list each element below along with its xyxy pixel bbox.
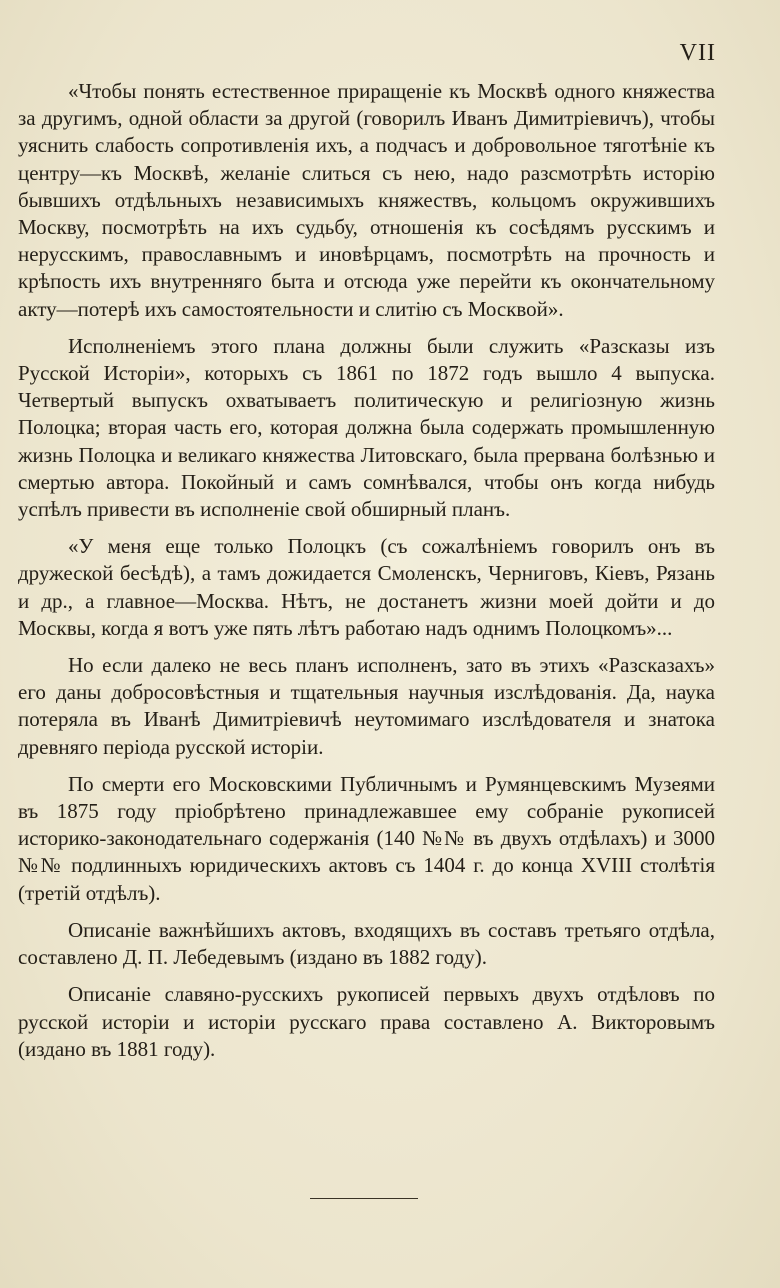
paragraph: Описаніе важнѣйшихъ актовъ, входящихъ въ составъ третьяго отдѣла, составлено Д. П. Лебедевымъ (издано въ 1882 году). [18, 917, 715, 970]
body-text [18, 78, 715, 1073]
paragraph: «Чтобы понять естественное приращеніе къ Москвѣ одного княжества за другимъ, одной области за другой (говорилъ Иванъ Димитріевичъ), чтобы уяснить слабость сопротивленія ихъ, а подчасъ и добровольное тяготѣніе къ центру—къ Москвѣ, желаніе слиться съ нею, надо разсмотрѣть исторію бывшихъ отдѣльныхъ независимыхъ княжествъ, кольцомъ окружившихъ Москву, посмотрѣть на ихъ судьбу, отношенія къ сосѣдямъ русскимъ и нерусскимъ, православнымъ и иновѣрцамъ, посмотрѣть на прочность и крѣпость ихъ внутренняго быта и отсюда уже перейти къ окончательному акту—потерѣ ихъ самостоятельности и слитію съ Москвой». [18, 79, 715, 321]
paragraph: Но если далеко не весь планъ исполненъ, зато въ этихъ «Разсказахъ» его даны добросовѣстныя и тщательныя научныя изслѣдованія. Да, наука потеряла въ Иванѣ Димитріевичѣ неутомимаго изслѣдователя и знатока древняго періода русской исторіи. [18, 653, 715, 759]
paragraph: Исполненіемъ этого плана должны были служить «Разсказы изъ Русской Исторіи», которыхъ съ 1861 по 1872 годъ вышло 4 выпуска. Четвертый выпускъ охватываетъ политическую и религіозную жизнь Полоцка; вторая часть его, которая должна была содержать промышленную жизнь Полоцка и великаго княжества Литовскаго, была прервана болѣзнью и смертью автора. Покойный и самъ сомнѣвался, чтобы онъ когда нибудь успѣлъ привести въ исполненіе свой обширный планъ. [18, 333, 715, 522]
page-number: VII [679, 40, 716, 66]
paragraph: По смерти его Московскими Публичнымъ и Румянцевскимъ Музеями въ 1875 году пріобрѣтено принадлежавшее ему собраніе рукописей историко-законодательнаго содержанія (140 №№ въ двухъ отдѣлахъ) и 3000 №№ подлинныхъ юридическихъ актовъ съ 1404 г. до конца XVIII столѣтія (третій отдѣлъ). [18, 771, 715, 905]
paragraph: Описаніе славяно-русскихъ рукописей первыхъ двухъ отдѣловъ по русской исторіи и исторіи русскаго права составлено А. Викторовымъ (издано въ 1881 году). [18, 982, 715, 1061]
section-divider-rule [310, 1198, 418, 1199]
paragraph: «У меня еще только Полоцкъ (съ сожалѣніемъ говорилъ онъ въ дружеской бесѣдѣ), а тамъ дожидается Смоленскъ, Черниговъ, Кіевъ, Рязань и др., а главное—Москва. Нѣтъ, не достанетъ жизни моей дойти и до Москвы, когда я вотъ уже пять лѣтъ работаю надъ однимъ Полоцкомъ»... [18, 534, 715, 640]
